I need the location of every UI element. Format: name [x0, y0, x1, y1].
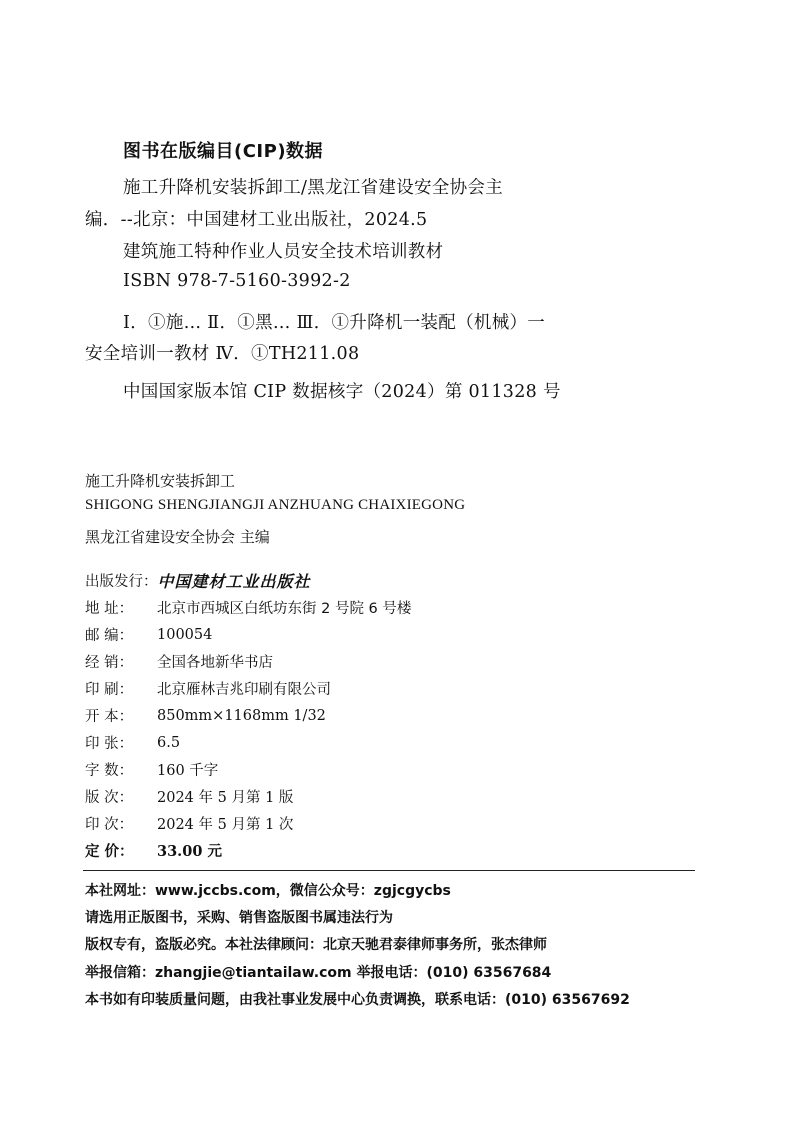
- detail-value: 850mm×1168mm 1/32: [157, 707, 326, 724]
- footer-quality-contact: 本书如有印装质量问题，由我社事业发展中心负责调换，联系电话：(010) 63567692: [85, 992, 630, 1008]
- detail-value: 100054: [157, 626, 213, 643]
- detail-label: 定 价：: [85, 844, 134, 860]
- book-title: 施工升降机安装拆卸工: [85, 472, 236, 490]
- detail-word-count: [85, 759, 218, 780]
- detail-value: 6.5: [157, 734, 181, 751]
- detail-label: 印 刷：: [85, 682, 134, 698]
- cip-line-5: Ⅰ．①施… Ⅱ．①黑… Ⅲ．①升降机一装配（机械）一: [123, 313, 546, 333]
- detail-value: 2024 年 5 月第 1 版: [157, 790, 294, 806]
- detail-label: 经 销：: [85, 655, 134, 671]
- cip-title: 图书在版编目(CIP)数据: [123, 141, 324, 162]
- detail-value: 160 千字: [157, 763, 219, 779]
- publisher-row: [85, 569, 311, 592]
- footer-website: 本社网址：www.jccbs.com，微信公众号：zgjcgycbs: [85, 883, 451, 899]
- cip-line-6: 安全培训一教材 Ⅳ．①TH211.08: [85, 344, 360, 364]
- footer-copyright: [85, 934, 547, 954]
- detail-distributor: [85, 651, 273, 672]
- publisher-logo-text: 中国建材工业出版社: [157, 572, 311, 591]
- detail-value: 北京市西城区白纸坊东街 2 号院 6 号楼: [157, 601, 412, 617]
- detail-label: 印 张：: [85, 736, 134, 752]
- copyright-warning: 版权专有，盗版必究。: [85, 937, 225, 953]
- detail-label: 字 数：: [85, 763, 134, 779]
- detail-value: 33.00 元: [157, 843, 222, 860]
- cip-line-7: 中国国家版本馆 CIP 数据核字（2024）第 011328 号: [123, 382, 561, 402]
- cip-line-3: 建筑施工特种作业人员安全技术培训教材: [123, 242, 444, 262]
- detail-label: 开 本：: [85, 709, 134, 725]
- detail-edition: [85, 786, 293, 807]
- book-editor: 黑龙江省建设安全协会 主编: [85, 528, 270, 546]
- divider: [83, 870, 695, 871]
- detail-price: [85, 840, 222, 861]
- detail-postcode: [85, 624, 212, 645]
- book-title-pinyin: SHIGONG SHENGJIANGJI ANZHUANG CHAIXIEGONG: [85, 497, 466, 513]
- cip-line-2: 编．--北京：中国建材工业出版社，2024.5: [85, 210, 428, 230]
- legal-counsel: 本社法律顾问：北京天驰君泰律师事务所，张杰律师: [225, 937, 547, 953]
- publisher-label: 出版发行：: [85, 574, 158, 590]
- cip-line-1: 施工升降机安装拆卸工/黑龙江省建设安全协会主: [123, 178, 503, 198]
- footer-report: 举报信箱：zhangjie@tiantailaw.com 举报电话：(010) 63567684: [85, 965, 552, 981]
- detail-printing: [85, 813, 293, 834]
- detail-printer: [85, 678, 331, 699]
- detail-address: [85, 597, 411, 618]
- detail-label: 版 次：: [85, 790, 134, 806]
- footer-notice: 请选用正版图书，采购、销售盗版图书属违法行为: [85, 910, 393, 926]
- detail-value: 全国各地新华书店: [157, 655, 273, 671]
- detail-sheets: [85, 732, 180, 753]
- detail-format: [85, 705, 326, 726]
- detail-label: 地 址：: [85, 601, 134, 617]
- detail-value: 北京雁林吉兆印刷有限公司: [157, 682, 331, 698]
- detail-value: 2024 年 5 月第 1 次: [157, 817, 294, 833]
- cip-isbn: ISBN 978-7-5160-3992-2: [123, 271, 351, 291]
- detail-label: 印 次：: [85, 817, 134, 833]
- detail-label: 邮 编：: [85, 628, 134, 644]
